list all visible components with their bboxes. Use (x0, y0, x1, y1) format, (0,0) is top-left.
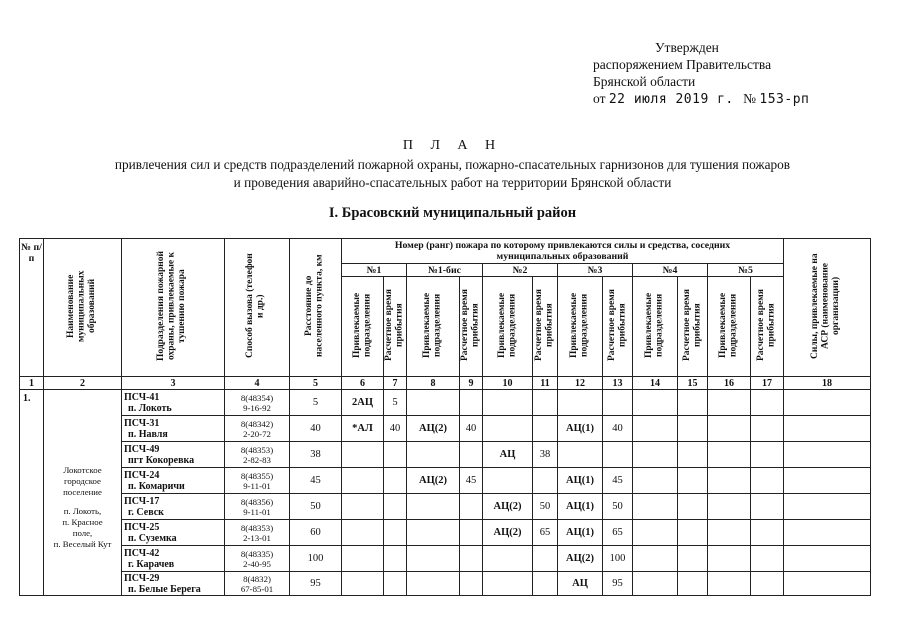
rank-time-cell (678, 572, 708, 596)
rank-units-cell (708, 572, 751, 596)
rank-units-cell: АЦ(2) (483, 494, 533, 520)
rank-time-cell: 45 (603, 468, 633, 494)
rank-units-cell (342, 468, 384, 494)
header-units: Подразделения пожарной охраны, привлекаемые к тушению пожара (122, 239, 225, 377)
sub-units-4: Привлекаемые подразделения (633, 277, 678, 377)
rank-time-cell: 38 (533, 442, 558, 468)
col-num: 3 (122, 377, 225, 390)
rank-units-cell (407, 572, 460, 596)
rank-units-cell (633, 468, 678, 494)
phone-code: 8(48335) (240, 548, 274, 559)
rank-time-cell (460, 572, 483, 596)
unit-cell (122, 494, 225, 520)
rank-time-cell: 45 (460, 468, 483, 494)
document-subtitle (0, 156, 905, 192)
unit-place: г. Севск (128, 506, 164, 518)
column-numbers-row (20, 377, 871, 390)
rank-units-cell (558, 390, 603, 416)
contact-cell (225, 468, 290, 494)
contact-cell (225, 416, 290, 442)
rank-time-cell: 40 (603, 416, 633, 442)
rank-units-cell (342, 546, 384, 572)
rank-units-cell (633, 546, 678, 572)
rank-5-header: №5 (708, 264, 784, 277)
rank-units-cell (407, 494, 460, 520)
rank-time-cell (751, 572, 784, 596)
rank-time-cell (384, 572, 407, 596)
unit-place: п. Комаричи (128, 480, 185, 492)
municipality-name-1: Локотское (63, 465, 102, 475)
rank-time-cell (460, 520, 483, 546)
municipality-name-2: городское (64, 476, 101, 486)
unit-cell (122, 468, 225, 494)
phone-number: 9-16-92 (243, 402, 271, 413)
rank-2-header: №2 (483, 264, 558, 277)
col-num: 8 (407, 377, 460, 390)
rank-units-cell (483, 546, 533, 572)
municipality-name-3: поселение (63, 487, 102, 497)
rank-units-cell: АЦ(2) (407, 468, 460, 494)
rank-time-cell (460, 546, 483, 572)
rank-time-cell: 100 (603, 546, 633, 572)
distance-cell: 45 (290, 468, 342, 494)
contact-cell (225, 520, 290, 546)
phone-number: 67-85-01 (240, 583, 274, 594)
sub-units-5: Привлекаемые подразделения (708, 277, 751, 377)
rank-units-cell (407, 442, 460, 468)
date-value: 22 июля 2019 г. (608, 92, 734, 107)
rank-4-header: №4 (633, 264, 708, 277)
unit-cell (122, 572, 225, 596)
rank-units-cell (407, 390, 460, 416)
table-row (20, 442, 871, 468)
phone-code: 8(48353) (240, 444, 274, 455)
sub-time-5: Расчетное время прибытия (751, 277, 784, 377)
rank-units-cell: АЦ(1) (558, 416, 603, 442)
row-number: 1. (20, 390, 44, 596)
rank-time-cell (751, 390, 784, 416)
col-num: 12 (558, 377, 603, 390)
rank-time-cell (678, 520, 708, 546)
rank-units-cell (708, 520, 751, 546)
rank-time-cell (678, 416, 708, 442)
approval-date-line (593, 90, 809, 108)
distance-cell: 40 (290, 416, 342, 442)
rank-units-cell: АЦ (483, 442, 533, 468)
approval-stamp (593, 39, 809, 108)
unit-name: ПСЧ-49 (124, 443, 160, 455)
approval-line-1: Утвержден (655, 40, 719, 55)
municipality-cell (44, 390, 122, 596)
distance-cell: 5 (290, 390, 342, 416)
unit-cell (122, 520, 225, 546)
col-num: 16 (708, 377, 751, 390)
settlement-2: п. Красное (62, 517, 103, 527)
phone-code: 8(48356) (240, 496, 274, 507)
rank-time-cell: 40 (460, 416, 483, 442)
rank-units-cell (708, 468, 751, 494)
rank-units-cell (708, 416, 751, 442)
rank-units-cell (633, 494, 678, 520)
rank-units-cell: АЦ(1) (558, 494, 603, 520)
unit-name: ПСЧ-31 (124, 417, 160, 429)
number-value: 153-рп (759, 92, 810, 107)
rank-units-cell (342, 442, 384, 468)
col-num: 13 (603, 377, 633, 390)
rank-time-cell (678, 390, 708, 416)
unit-name: ПСЧ-17 (124, 495, 160, 507)
col-num: 5 (290, 377, 342, 390)
rank-time-cell (751, 520, 784, 546)
unit-name: ПСЧ-42 (124, 547, 160, 559)
contact-cell (225, 572, 290, 596)
contact-cell (225, 546, 290, 572)
unit-cell (122, 442, 225, 468)
approval-line-2: распоряжением Правительства (593, 57, 772, 72)
asr-cell (784, 416, 871, 442)
header-call-method: Способ вызова (телефон и др.) (225, 239, 290, 377)
rank-units-cell (633, 572, 678, 596)
contact-cell (225, 390, 290, 416)
rank-units-cell (708, 390, 751, 416)
rank-time-cell: 50 (603, 494, 633, 520)
rank-time-cell (751, 494, 784, 520)
phone-code: 8(4832) (243, 573, 271, 584)
sub-time-1: Расчетное время прибытия (384, 277, 407, 377)
table-row (20, 520, 871, 546)
phone-code: 8(48353) (240, 522, 274, 533)
phone-number: 9-11-01 (243, 506, 271, 517)
asr-cell (784, 468, 871, 494)
settlement-1: п. Локоть, (63, 506, 102, 516)
table-row (20, 494, 871, 520)
rank-1bis-header: №1-бис (407, 264, 483, 277)
col-num: 15 (678, 377, 708, 390)
rank-time-cell (751, 546, 784, 572)
rank-units-cell (407, 520, 460, 546)
rank-units-cell (342, 494, 384, 520)
sub-time-1bis: Расчетное время прибытия (460, 277, 483, 377)
rank-units-cell: *АЛ (342, 416, 384, 442)
approval-line-3: Брянской области (593, 74, 696, 89)
rank-time-cell (384, 442, 407, 468)
rank-time-cell (384, 494, 407, 520)
rank-time-cell (460, 390, 483, 416)
asr-cell (784, 520, 871, 546)
sub-units-1bis: Привлекаемые подразделения (407, 277, 460, 377)
rank-time-cell (460, 494, 483, 520)
rank-units-cell: АЦ(2) (407, 416, 460, 442)
contact-cell (225, 494, 290, 520)
col-num: 18 (784, 377, 871, 390)
rank-time-cell: 40 (384, 416, 407, 442)
rank-units-cell (483, 572, 533, 596)
rank-time-cell (533, 468, 558, 494)
col-num: 17 (751, 377, 784, 390)
rank-units-cell (708, 494, 751, 520)
rank-time-cell (751, 468, 784, 494)
document-title: П Л А Н (402, 138, 503, 153)
rank-units-cell (633, 442, 678, 468)
rank-units-cell (483, 468, 533, 494)
unit-place: п. Белые Берега (128, 583, 201, 595)
phone-code: 8(48342) (240, 418, 274, 429)
unit-place: п. Суземка (128, 532, 177, 544)
section-title: I. Брасовский муниципальный район (328, 205, 577, 221)
rank-1-header: №1 (342, 264, 407, 277)
rank-time-cell (384, 468, 407, 494)
rank-time-cell (603, 442, 633, 468)
rank-time-cell (678, 494, 708, 520)
rank-units-cell (633, 390, 678, 416)
sub-units-1: Привлекаемые подразделения (342, 277, 384, 377)
header-distance: Расстояние до населенного пункта, км (290, 239, 342, 377)
table-row (20, 572, 871, 596)
header-asr: Силы, привлекаемые на АСР (наименование организации) (784, 239, 871, 377)
rank-time-cell (533, 546, 558, 572)
col-num: 7 (384, 377, 407, 390)
distance-cell: 100 (290, 546, 342, 572)
col-num: 9 (460, 377, 483, 390)
unit-cell (122, 416, 225, 442)
unit-name: ПСЧ-25 (124, 521, 160, 533)
sub-time-4: Расчетное время прибытия (678, 277, 708, 377)
rank-units-cell (633, 416, 678, 442)
asr-cell (784, 494, 871, 520)
rank-units-cell (342, 520, 384, 546)
header-rank-group: Номер (ранг) пожара по которому привлекаются силы и средства, соседних муниципальных образований (342, 239, 784, 264)
col-num: 14 (633, 377, 678, 390)
rank-time-cell (533, 416, 558, 442)
subtitle-line-1: привлечения сил и средств подразделений пожарной охраны, пожарно-спасательных гарнизонов для тушения пожаров (114, 157, 791, 172)
distance-cell: 38 (290, 442, 342, 468)
rank-units-cell (708, 546, 751, 572)
phone-number: 2-40-95 (243, 558, 271, 569)
unit-name: ПСЧ-29 (124, 572, 160, 584)
phone-number: 2-82-83 (243, 454, 271, 465)
table-row (20, 468, 871, 494)
unit-place: г. Карачев (128, 558, 175, 570)
rank-units-cell: АЦ(2) (483, 520, 533, 546)
rank-units-cell: 2АЦ (342, 390, 384, 416)
rank-time-cell (384, 546, 407, 572)
unit-place: п. Навля (128, 428, 168, 440)
rank-units-cell: АЦ(1) (558, 468, 603, 494)
plan-table (19, 238, 871, 596)
phone-number: 2-20-72 (243, 428, 271, 439)
rank-time-cell: 65 (603, 520, 633, 546)
unit-cell (122, 390, 225, 416)
sub-time-3: Расчетное время прибытия (603, 277, 633, 377)
rank-units-cell (558, 442, 603, 468)
asr-cell (784, 572, 871, 596)
settlement-3: поле, (72, 528, 93, 538)
subtitle-line-2: и проведения аварийно-спасательных работ на территории Брянской области (233, 175, 672, 190)
asr-cell (784, 546, 871, 572)
number-prefix: № (743, 91, 757, 106)
col-num: 10 (483, 377, 533, 390)
unit-cell (122, 546, 225, 572)
rank-units-cell (633, 520, 678, 546)
rank-time-cell (678, 546, 708, 572)
rank-units-cell (342, 572, 384, 596)
phone-number: 2-13-01 (243, 532, 271, 543)
contact-cell (225, 442, 290, 468)
rank-units-cell: АЦ(2) (558, 546, 603, 572)
col-num: 4 (225, 377, 290, 390)
rank-time-cell (678, 442, 708, 468)
unit-name: ПСЧ-24 (124, 469, 160, 481)
phone-number: 9-11-01 (243, 480, 271, 491)
unit-place: п. Локоть (128, 402, 172, 414)
rank-units-cell (483, 390, 533, 416)
sub-time-2: Расчетное время прибытия (533, 277, 558, 377)
rank-units-cell (708, 442, 751, 468)
phone-code: 8(48354) (240, 392, 274, 403)
data-rows (20, 390, 871, 596)
settlement-4: п. Веселый Кут (53, 539, 112, 549)
rank-time-cell (751, 442, 784, 468)
rank-time-cell (751, 416, 784, 442)
sub-units-2: Привлекаемые подразделения (483, 277, 533, 377)
header-municipality: Наименование муниципальных образований (44, 239, 122, 377)
sub-units-3: Привлекаемые подразделения (558, 277, 603, 377)
col-num: 11 (533, 377, 558, 390)
rank-units-cell (407, 546, 460, 572)
distance-cell: 50 (290, 494, 342, 520)
asr-cell (784, 390, 871, 416)
distance-cell: 95 (290, 572, 342, 596)
rank-units-cell: АЦ (558, 572, 603, 596)
header-number: № п/п (20, 239, 44, 377)
table-row (20, 390, 871, 416)
unit-place: пгт Кокоревка (128, 454, 195, 466)
rank-units-cell (483, 416, 533, 442)
asr-cell (784, 442, 871, 468)
date-prefix: от (593, 91, 606, 106)
rank-time-cell: 5 (384, 390, 407, 416)
unit-name: ПСЧ-41 (124, 391, 160, 403)
rank-time-cell: 50 (533, 494, 558, 520)
rank-time-cell (533, 572, 558, 596)
distance-cell: 60 (290, 520, 342, 546)
col-num: 1 (20, 377, 44, 390)
rank-units-cell: АЦ(1) (558, 520, 603, 546)
table-row (20, 416, 871, 442)
col-num: 2 (44, 377, 122, 390)
rank-time-cell (603, 390, 633, 416)
rank-time-cell (678, 468, 708, 494)
rank-3-header: №3 (558, 264, 633, 277)
rank-time-cell: 65 (533, 520, 558, 546)
rank-time-cell (460, 442, 483, 468)
rank-time-cell: 95 (603, 572, 633, 596)
rank-time-cell (384, 520, 407, 546)
phone-code: 8(48355) (240, 470, 274, 481)
col-num: 6 (342, 377, 384, 390)
rank-time-cell (533, 390, 558, 416)
table-row (20, 546, 871, 572)
